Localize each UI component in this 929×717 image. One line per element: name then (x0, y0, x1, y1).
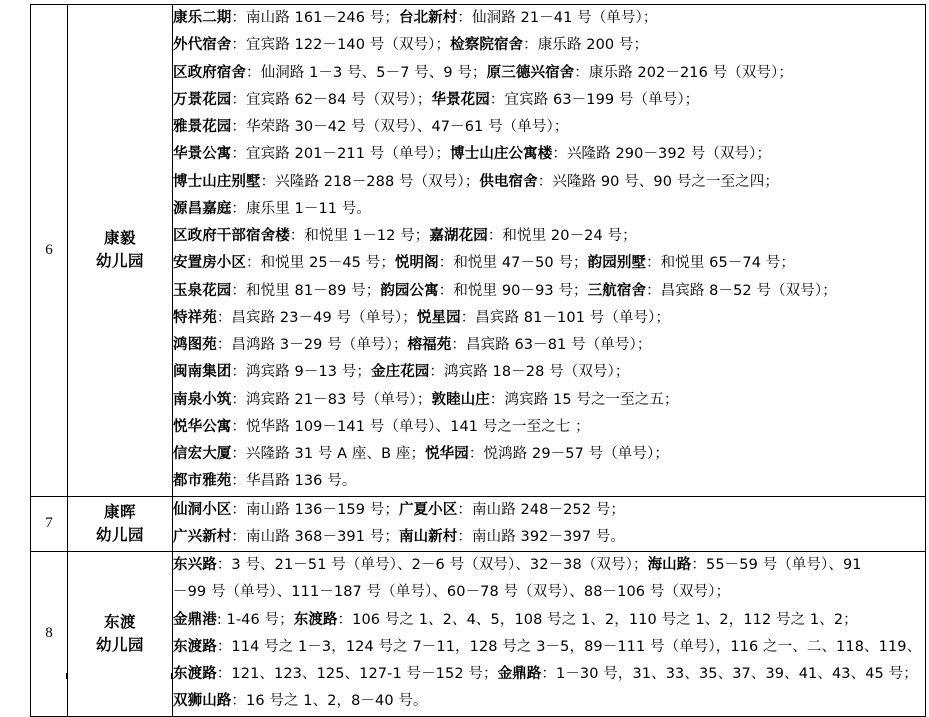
address-range-line (173, 441, 925, 468)
estate-name: 金鼎港 (173, 611, 217, 628)
school-name-line-2: 幼儿园 (95, 525, 144, 544)
school-name-line-1: 康毅 (103, 229, 136, 247)
address-detail: : 1-46 号； (216, 611, 294, 628)
estate-name: 海山路 (647, 557, 692, 573)
estate-name: 源昌嘉庭 (173, 200, 232, 217)
address-detail: ：121、123、125、127-1 号－152 号； (216, 666, 498, 682)
address-range-line (173, 278, 925, 305)
row-index-cell: 8 (31, 552, 68, 717)
school-district-table (30, 4, 926, 717)
address-detail: ：和悦里 65－74 号； (646, 255, 795, 272)
address-range-line (173, 87, 925, 114)
estate-name: 东兴路 (173, 557, 217, 573)
address-range-line (173, 332, 925, 359)
estate-name: 双狮山路 (173, 693, 232, 710)
address-range-line (173, 497, 925, 524)
address-range-line (173, 250, 925, 277)
address-detail: ：鸿宾路 21－83 号（单号）； (231, 391, 432, 408)
next-row-partial (30, 673, 926, 679)
estate-name: 信宏大厦 (173, 446, 232, 462)
school-name-line-1: 康晖 (103, 502, 136, 521)
estate-name: 供电宿舍 (479, 173, 538, 190)
estate-name: 区政府干部宿舍楼 (173, 228, 290, 244)
estate-name: 都市雅苑 (173, 473, 232, 490)
estate-name: 万景花园 (173, 91, 232, 108)
table-row (31, 5, 926, 497)
estate-name: 玉泉花园 (173, 282, 232, 299)
row-index-cell: 7 (31, 496, 68, 552)
address-detail: ：康乐里 1－11 号。 (231, 200, 371, 217)
address-detail: ：16 号之 1、2，8－40 号。 (231, 693, 428, 710)
column-divider-2 (171, 673, 172, 679)
estate-name: 华景公寓 (173, 146, 232, 163)
address-detail: ：悦鸿路 29－57 号（单号）； (468, 446, 669, 462)
address-detail: ：55－59 号（单号）、91 (691, 557, 862, 573)
address-detail: ：1－30 号，31、33、35、37、39、41、43、45 号； (541, 666, 918, 682)
address-detail: ：南山路 161－246 号； (231, 10, 399, 26)
estate-name: 台北新村 (398, 10, 458, 26)
school-name-line-2: 幼儿园 (95, 635, 144, 654)
estate-name: 东渡路 (173, 638, 217, 655)
address-detail: ：华昌路 136 号。 (231, 473, 357, 490)
estate-name: 鸿图苑 (173, 337, 217, 353)
estate-name: 康乐二期 (173, 10, 232, 26)
estate-name: 华景花园 (431, 91, 490, 108)
address-range-cell (173, 5, 926, 497)
address-range-line (173, 468, 925, 495)
school-name-line-1: 东渡 (103, 612, 136, 631)
estate-name: 仙洞小区 (173, 501, 232, 518)
address-detail: －99 号（单号）、111－187 号（单号）、60－78 号（双号）、88－106 号（双号）； (173, 584, 731, 601)
address-detail: ：昌宾路 81－101 号（单号）； (460, 309, 671, 326)
estate-name: 南泉小筑 (173, 391, 232, 408)
address-detail: ：兴隆路 290－392 号（双号）； (552, 146, 772, 163)
row-index-cell: 6 (31, 5, 68, 497)
estate-name: 区政府宿舍 (173, 64, 246, 81)
address-range-line (173, 607, 925, 634)
address-detail: ：鸿宾路 15 号之一至之五； (489, 391, 679, 408)
estate-name: 嘉湖花园 (429, 228, 488, 244)
table-body (31, 5, 926, 717)
address-range-line (173, 552, 925, 579)
estate-name: 闽南集团 (173, 364, 232, 381)
address-detail: ：悦华路 109－141 号（单号）、141 号之一至之七 ； (231, 418, 590, 435)
address-detail: ：兴隆路 31 号 A 座、B 座； (231, 446, 426, 462)
document-page (0, 4, 929, 710)
address-detail: ：106 号之 1、2、4、5，108 号之 1、2，110 号之 1、2，112 号之 1、2； (337, 611, 858, 628)
address-detail: ：宜宾路 122－140 号（双号）； (231, 37, 451, 54)
address-range-line (173, 524, 925, 551)
address-detail: ：南山路 248－252 号； (457, 501, 625, 518)
address-detail: ：和悦里 47－50 号； (438, 255, 588, 272)
school-name-line-2: 幼儿园 (95, 252, 144, 271)
address-range-line (173, 688, 925, 715)
estate-name: 广夏小区 (398, 501, 458, 518)
address-detail: ：昌宾路 8－52 号（双号）； (646, 282, 837, 299)
school-name-cell (68, 552, 173, 717)
address-detail: ：南山路 368－391 号； (231, 528, 399, 545)
estate-name: 韵园别墅 (587, 255, 647, 272)
estate-name: 悦星园 (416, 309, 461, 326)
estate-name: 悦华公寓 (173, 418, 232, 435)
table-row (31, 496, 926, 552)
address-range-cell (173, 496, 926, 552)
address-range-line (173, 5, 925, 32)
address-detail: ：华荣路 30－42 号（双号）、47－61 号（单号）； (231, 119, 569, 135)
estate-name: 敦睦山庄 (431, 391, 490, 408)
address-detail: ：南山路 392－397 号。 (457, 528, 625, 545)
address-detail: ：宜宾路 62－84 号（双号）； (231, 91, 432, 108)
estate-name: 金鼎路 (497, 666, 542, 682)
address-detail: ：和悦里 81－89 号； (231, 282, 381, 299)
estate-name: 原三德兴宿舍 (486, 64, 575, 81)
estate-name: 东渡路 (173, 666, 217, 682)
estate-name: 安置房小区 (173, 255, 246, 272)
address-detail: ：鸿宾路 18－28 号（双号）； (429, 364, 630, 381)
address-range-cell (173, 552, 926, 717)
address-detail: ：宜宾路 63－199 号（单号）； (489, 91, 700, 108)
estate-name: 三航宿舍 (587, 282, 647, 299)
estate-name: 外代宿舍 (173, 37, 232, 54)
address-detail: ：114 号之 1－3，124 号之 7－11，128 号之 3－5，89－111 号（单号），116 之一、二、118、119、 (216, 638, 922, 655)
address-range-line (173, 359, 925, 386)
estate-name: 特祥苑 (173, 309, 217, 326)
address-range-line (173, 579, 925, 606)
address-detail: ：和悦里 1－12 号； (289, 228, 430, 244)
address-detail: ：和悦里 20－24 号； (487, 228, 637, 244)
school-name-cell (68, 5, 173, 497)
table-row (31, 552, 926, 717)
estate-name: 博士山庄公寓楼 (450, 146, 553, 163)
address-range-line (173, 141, 925, 168)
estate-name: 南山新村 (398, 528, 458, 545)
address-detail: ：仙洞路 1－3 号、5－7 号、9 号； (246, 64, 487, 81)
estate-name: 广兴新村 (173, 528, 232, 545)
address-detail: ：昌宾路 23－49 号（单号）； (216, 309, 417, 326)
estate-name: 雅景花园 (173, 119, 232, 135)
address-detail: ：鸿宾路 9－13 号； (231, 364, 371, 381)
address-detail: ：仙洞路 21－41 号（单号）； (457, 10, 658, 26)
estate-name: 悦明阁 (394, 255, 439, 272)
address-detail: ：和悦里 25－45 号； (246, 255, 395, 272)
estate-name: 韵园公寓 (380, 282, 439, 299)
school-name-cell (68, 496, 173, 552)
column-divider-1 (66, 673, 67, 679)
address-detail: ：兴隆路 218－288 号（双号）； (260, 173, 480, 190)
address-range-line (173, 32, 925, 59)
address-detail: ：昌宾路 63－81 号（单号）； (451, 337, 652, 353)
address-detail: ：兴隆路 90 号、90 号之一至之四； (537, 173, 779, 190)
estate-name: 博士山庄别墅 (173, 173, 261, 190)
estate-name: 金庄花园 (371, 364, 430, 381)
address-range-line (173, 196, 925, 223)
address-range-line (173, 114, 925, 141)
address-detail: ：康乐路 202－216 号（双号）； (574, 64, 794, 81)
address-detail: ：南山路 136－159 号； (231, 501, 399, 518)
estate-name: 东渡路 (293, 611, 338, 628)
estate-name: 榕福苑 (407, 337, 452, 353)
address-detail: ：康乐路 200 号； (523, 37, 649, 54)
address-range-line (173, 60, 925, 87)
address-detail: ：宜宾路 201－211 号（单号）； (231, 146, 451, 163)
address-range-line (173, 169, 925, 196)
estate-name: 检察院宿舍 (450, 37, 524, 54)
address-range-line (173, 387, 925, 414)
address-range-line (173, 414, 925, 441)
address-range-line (173, 634, 925, 661)
address-range-line (173, 305, 925, 332)
address-detail: ：和悦里 90－93 号； (438, 282, 588, 299)
estate-name: 悦华园 (425, 446, 469, 462)
address-detail: ：3 号、21－51 号（单号）、2－6 号（双号）、32－38（双号）； (216, 557, 648, 573)
address-detail: ：昌鸿路 3－29 号（单号）； (216, 337, 408, 353)
address-range-line (173, 223, 925, 250)
